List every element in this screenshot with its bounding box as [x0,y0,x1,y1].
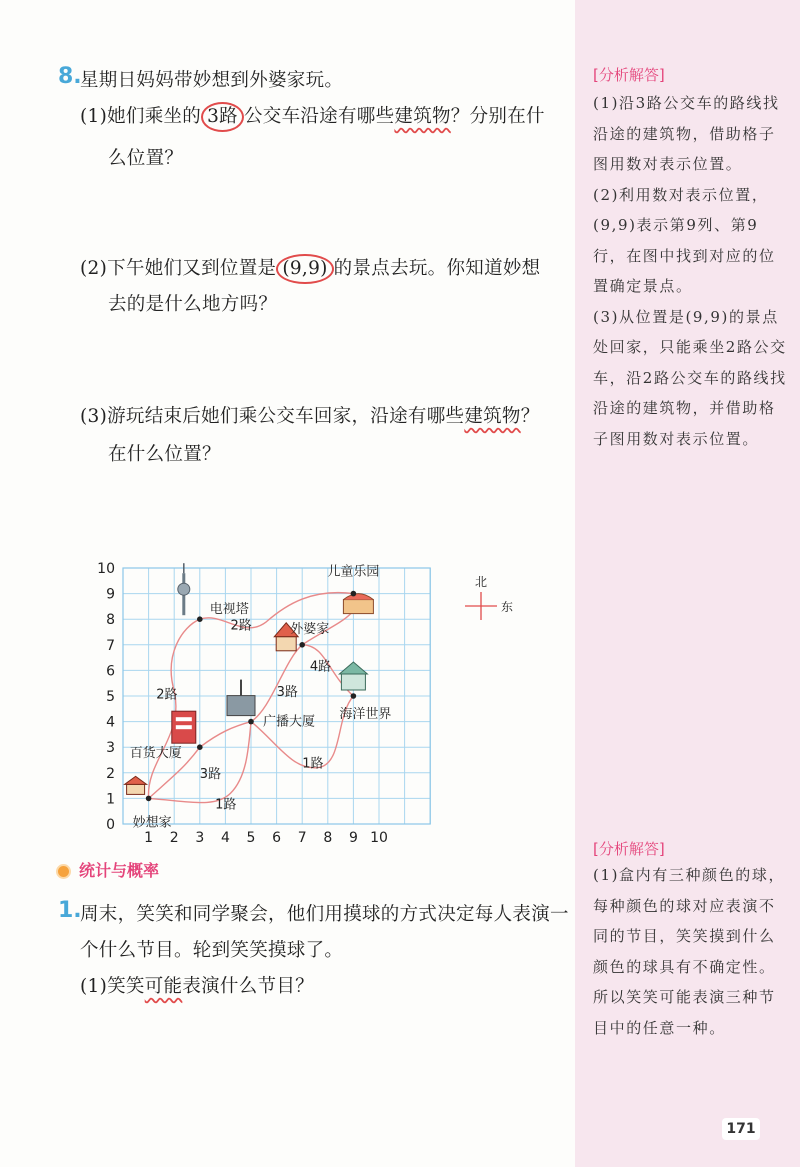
y-tick-label: 5 [106,689,115,705]
question-8-number: 8. [58,64,82,89]
x-tick-label: 7 [297,830,307,846]
wavy-underline-possible: 可能 [144,976,183,997]
compass-north: 北 [475,575,488,589]
x-tick-label: 2 [169,830,179,846]
place-label: 妙想家 [132,815,172,831]
place-label: 海洋世界 [339,707,392,722]
y-tick-label: 0 [106,817,115,833]
route-label: 2路 [230,618,252,634]
place-label: 电视塔 [209,602,249,618]
y-tick-label: 1 [106,791,115,808]
place-point [146,796,152,802]
x-tick-label: 1 [144,830,154,846]
y-tick-label: 2 [106,765,115,782]
y-tick-label: 3 [106,740,115,757]
x-tick-label: 8 [323,830,333,846]
place-label: 外婆家 [290,621,330,637]
circled-coordinate: (9,9) [276,254,333,284]
analysis-heading-2: [分析解答] [593,840,665,858]
building-icon [125,776,147,794]
place-point [299,642,305,648]
analysis-text-1: (1)沿3路公交车的路线找沿途的建筑物，借助格子图用数对表示位置。 (2)利用数对表示位置，(9,9)表示第9列、第9行，在图中找到对应的位置确定景点。 (3)从位置是(9,9)的景点处回家，只能乘坐2路公交车，沿2路公交车的路线找沿途的建筑物，并借助格子图用数对表示位置。 [593,94,787,448]
question-8-part2: (2)下午她们又到位置是 (9,9) 的景点去玩。你知道妙想 [80,254,540,284]
x-tick-label: 9 [348,830,358,846]
analysis-sidebar [575,0,800,1167]
circled-route-3: 3路 [201,102,244,132]
section-heading: 统计与概率 [58,858,159,881]
building-icon [339,662,367,690]
building-icon [172,711,196,743]
x-tick-label: 3 [195,830,205,846]
place-point [248,719,254,725]
question-8-part1-line2: 么位置？ [108,148,184,169]
question-8-part1: (1)她们乘坐的 3路 公交车沿途有哪些建筑物？分别在什 [80,102,545,132]
route-label: 2路 [156,687,178,703]
place-label: 儿童乐园 [327,564,380,580]
x-tick-label: 6 [272,830,282,846]
route-label: 1路 [215,797,237,813]
question-1-line2: 个什么节目。轮到笑笑摸球了。 [80,940,344,961]
route-label: 3路 [276,684,298,700]
y-tick-label: 9 [106,586,115,603]
route-label: 1路 [302,756,324,772]
question-1-number: 1. [58,898,82,923]
y-tick-label: 10 [97,561,115,577]
question-8-part2-line2: 去的是什么地方吗？ [108,294,278,315]
x-tick-label: 4 [220,830,230,846]
building-icon [343,594,373,614]
y-tick-label: 6 [106,663,115,680]
question-8-part3: (3)游玩结束后她们乘公交车回家，沿途有哪些建筑物？ [80,406,540,427]
place-point [351,591,357,597]
place-label: 百货大厦 [129,746,182,762]
analysis-text-2: (1)盒内有三种颜色的球，每种颜色的球对应表演不同的节目，笑笑摸到什么颜色的球具有不确定性。所以笑笑可能表演三种节目中的任意一种。 [593,866,786,1037]
place-label: 广播大厦 [263,714,316,730]
analysis-heading-1: [分析解答] [593,66,665,84]
question-1-part1: (1)笑笑可能表演什么节目？ [80,976,314,997]
wavy-underline-buildings-2: 建筑物 [464,406,521,427]
route-label: 4路 [309,659,332,675]
x-tick-label: 10 [370,830,388,846]
page-number: 171 [722,1118,760,1140]
bullet-dot-icon [58,866,69,877]
y-tick-label: 8 [106,612,115,629]
y-tick-label: 4 [106,714,115,731]
place-point [197,616,203,622]
route-map [95,552,555,852]
question-1-line1: 周末，笑笑和同学聚会，他们用摸球的方式决定每人表演一 [80,904,569,925]
compass [465,575,513,620]
question-8-title: 星期日妈妈带妙想到外婆家玩。 [80,70,344,91]
compass-east: 东 [501,600,514,614]
wavy-underline-buildings: 建筑物 [394,106,451,127]
route-label: 3路 [199,766,222,782]
y-tick-label: 7 [106,637,115,654]
place-point [197,744,203,750]
building-icon [178,563,190,615]
x-tick-label: 5 [246,830,256,846]
question-8-part3-line2: 在什么位置？ [108,444,221,465]
place-point [351,693,357,699]
